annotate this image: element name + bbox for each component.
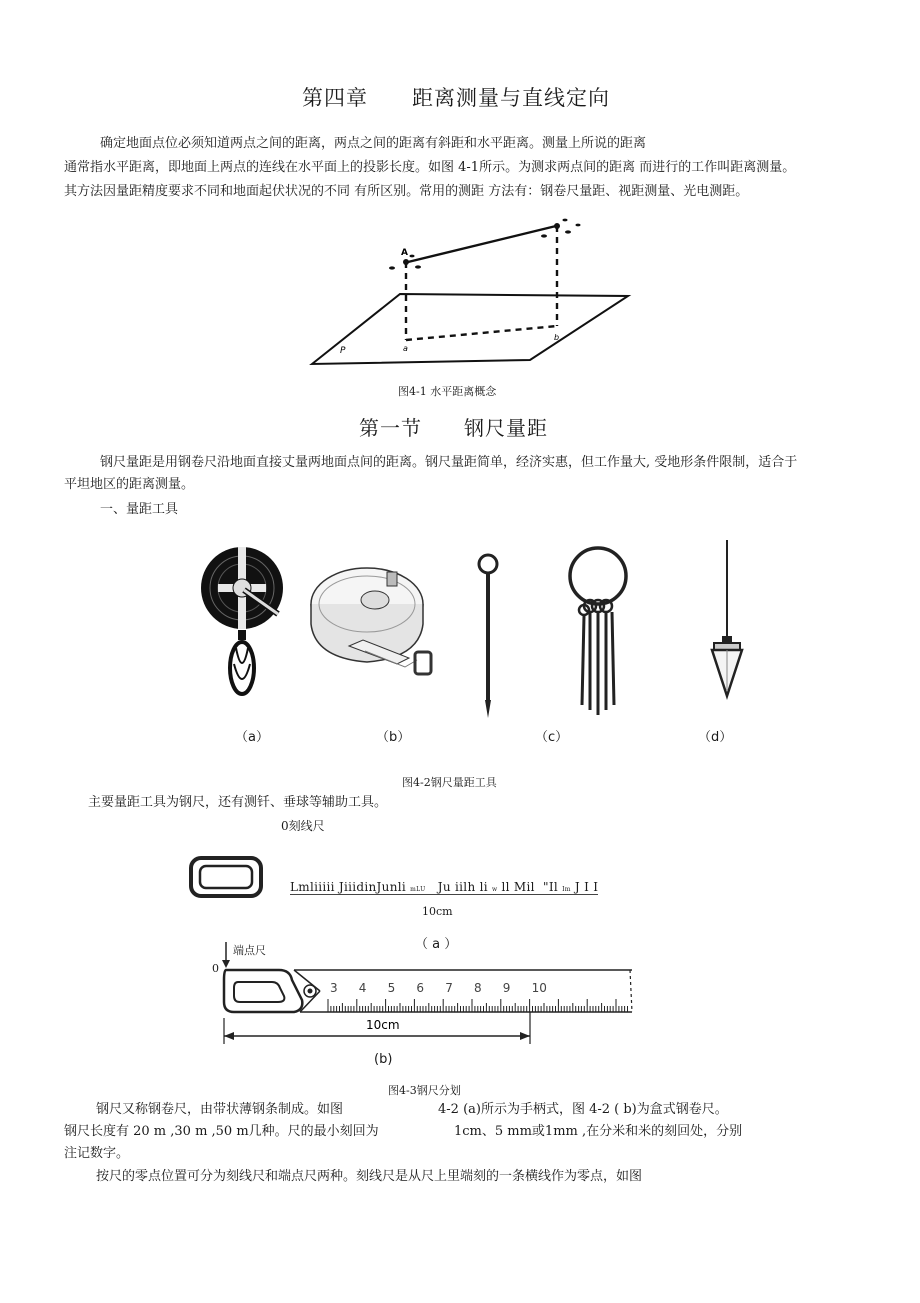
- end-tape-zero: 0: [212, 962, 219, 975]
- intro-line-3: 其方法因量距精度要求不同和地面起伏状况的不同 有所区别。常用的测距 方法有：钢卷尺量距、视距测量、光电测距。: [64, 184, 749, 199]
- figure-4-3-caption: 图4-3钢尺分划: [388, 1084, 461, 1097]
- ocr-segment-3: ll Mil "Il: [497, 880, 563, 894]
- case-tape-image: [305, 560, 445, 685]
- bottom-line-3: 注记数字。: [64, 1146, 130, 1161]
- ruler-tick-label: 4: [358, 981, 367, 995]
- ocr-segment-1: Lmliiiii JiiidinJunli: [290, 880, 411, 894]
- end-tape-title: 端点尺: [233, 944, 266, 957]
- chapter-title: 第四章 距离测量与直线定向: [302, 86, 610, 110]
- ruler-tick-label: 3: [330, 981, 338, 995]
- figure-4-2-caption: 图4-2钢尺量距工具: [402, 776, 497, 789]
- end-tape-diagram: [214, 940, 644, 1050]
- section-1-line-1: 钢尺量距是用钢卷尺沿地面直接丈量两地面点间的距离。钢尺量距简单，经济实惠，但工作量大, 受地形条件限制，适合于: [100, 455, 798, 470]
- ruler-tick-label: 5: [387, 981, 396, 995]
- intro-line-2: 通常指水平距离，即地面上两点的连线在水平面上的投影长度。如图 4-1所示。为测求两点间的距离 而进行的工作叫距离测量。: [64, 160, 796, 175]
- ruler-tick-label: 8: [474, 981, 482, 995]
- fig2-label-c: （c）: [535, 730, 569, 745]
- bottom-line-2a: 钢尺长度有 20 m ,30 m ,50 m几种。尺的最小刻回为: [64, 1124, 379, 1139]
- tools-summary: 主要量距工具为钢尺，还有测钎、垂球等辅助工具。: [88, 795, 388, 810]
- bottom-line-1a: 钢尺又称钢卷尺，由带状薄钢条制成。如图: [96, 1102, 344, 1117]
- scribe-tape-markings: [290, 880, 598, 895]
- fig1-label-A: A: [401, 248, 408, 258]
- tape-ring-icon: [186, 855, 266, 901]
- ruler-tick-label: 10: [531, 981, 547, 995]
- fig1-label-a: a: [403, 344, 408, 353]
- plumb-bob-image: [700, 538, 760, 703]
- section-title: 第一节 钢尺量距: [359, 416, 548, 440]
- fig1-label-P: P: [340, 346, 346, 356]
- fig3-label-b: (b): [374, 1052, 393, 1067]
- hand-tape-reel-image: [198, 538, 288, 698]
- ruler-tick-label: 9: [502, 981, 511, 995]
- survey-pin-image: [470, 550, 510, 720]
- tools-heading: 一、量距工具: [100, 502, 179, 517]
- ocr-small-2: w: [491, 886, 498, 893]
- figure-4-1-horizontal-distance: [300, 212, 640, 372]
- ocr-segment-2: Ju iilh li: [425, 880, 492, 894]
- section-1-line-2: 平坦地区的距离测量。: [64, 477, 195, 492]
- end-tape-dimension: 10cm: [366, 1018, 400, 1032]
- fig2-label-b: （b）: [376, 730, 411, 745]
- fig3-label-a: （ a ）: [415, 937, 458, 952]
- scribe-tape-dimension: 10cm: [422, 905, 453, 918]
- bottom-line-1b: 4-2 (a)所示为手柄式，图 4-2 ( b)为盒式钢卷尺。: [438, 1102, 728, 1117]
- ocr-small-1: mLU: [410, 886, 426, 893]
- ruler-tick-label: 6: [416, 981, 425, 995]
- fig2-label-a: （a）: [235, 730, 269, 745]
- survey-pin-set-image: [560, 540, 640, 720]
- fig1-label-b: b: [554, 333, 560, 342]
- ruler-tick-label: 7: [445, 981, 453, 995]
- ocr-small-3: Im: [562, 886, 571, 893]
- scribe-tape-title: 0刻线尺: [281, 819, 325, 833]
- intro-line-1: 确定地面点位必须知道两点之间的距离，两点之间的距离有斜距和水平距离。测量上所说的距离: [100, 136, 647, 151]
- bottom-line-2b: 1cm、5 mm或1mm ,在分米和米的刻回处，分别: [454, 1124, 743, 1139]
- figure-4-1-caption: 图4-1 水平距离概念: [398, 385, 497, 398]
- bottom-line-4: 按尺的零点位置可分为刻线尺和端点尺两种。刻线尺是从尺上里端刻的一条横线作为零点，如图: [96, 1169, 643, 1184]
- fig2-label-d: （d）: [698, 730, 733, 745]
- ocr-segment-4: J I I: [570, 880, 599, 894]
